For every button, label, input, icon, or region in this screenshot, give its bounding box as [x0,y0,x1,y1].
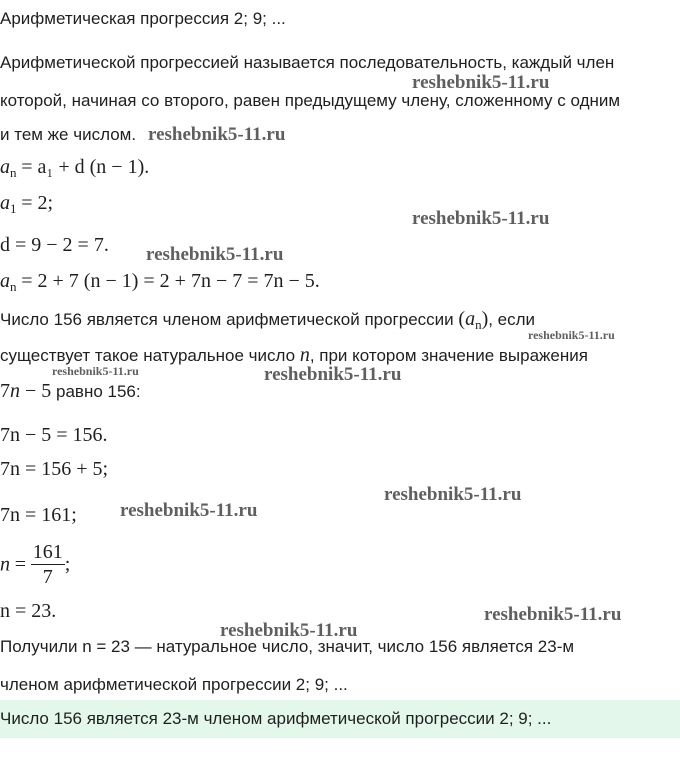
definition-line-2: которой, начиная со второго, равен предыдущему члену, сложенному с одним [0,91,621,110]
formula-d: d = 9 − 2 = 7. [0,234,109,256]
definition-line-3: и тем же числом. [0,125,137,144]
watermark: reshebnik5-11.ru [384,484,522,505]
watermark: reshebnik5-11.ru [412,208,550,229]
watermark: reshebnik5-11.ru [412,72,550,93]
watermark: reshebnik5-11.ru [148,124,286,145]
condition-line-1: Число 156 является членом арифметической прогрессии $(a_n)$, если [0,308,536,332]
watermark: reshebnik5-11.ru [52,364,139,378]
definition-line-1: Арифметической прогрессией называется последовательность, каждый член [0,53,615,72]
watermark: reshebnik5-11.ru [484,604,622,625]
condition-line-2: существует такое натуральное число n, при котором значение выражения [0,344,588,366]
formula-an: $a_n = 2 + 7$ (n − 1) = 2 + 7n − 7 = 7n − 5. [0,270,320,294]
formula-general: $a_n = a_1 + d$ (n − 1). [0,156,150,180]
watermark: reshebnik5-11.ru [264,364,402,385]
solution-step-3: 7n = 161; [0,504,77,526]
formula-a1: $a_1 = 2$; [0,192,54,216]
solution-step-5: n = 23. [0,600,57,622]
answer-box [0,700,680,738]
solution-step-1: 7n − 5 = 156. [0,424,108,446]
watermark: reshebnik5-11.ru [146,244,284,265]
solution-step-2: 7n = 156 + 5; [0,458,109,480]
answer-text: Число 156 является 23-м членом арифметической прогрессии 2; 9; ... [0,709,552,728]
watermark: reshebnik5-11.ru [120,500,258,521]
watermark: reshebnik5-11.ru [528,328,615,342]
solution-step-4: n = $\frac{161}{7}$ ; [0,541,71,588]
condition-line-3: 7n − 5 равно 156: [0,380,141,402]
fraction: $\frac{161}{7}$ [32,541,63,588]
conclusion-line-1: Получили n = 23 — натуральное число, значит, число 156 является 23-м [0,637,575,656]
page-title: Арифметическая прогрессия 2; 9; ... [0,9,286,28]
conclusion-line-2: членом арифметической прогрессии 2; 9; ... [0,675,348,694]
watermark: reshebnik5-11.ru [220,620,358,641]
